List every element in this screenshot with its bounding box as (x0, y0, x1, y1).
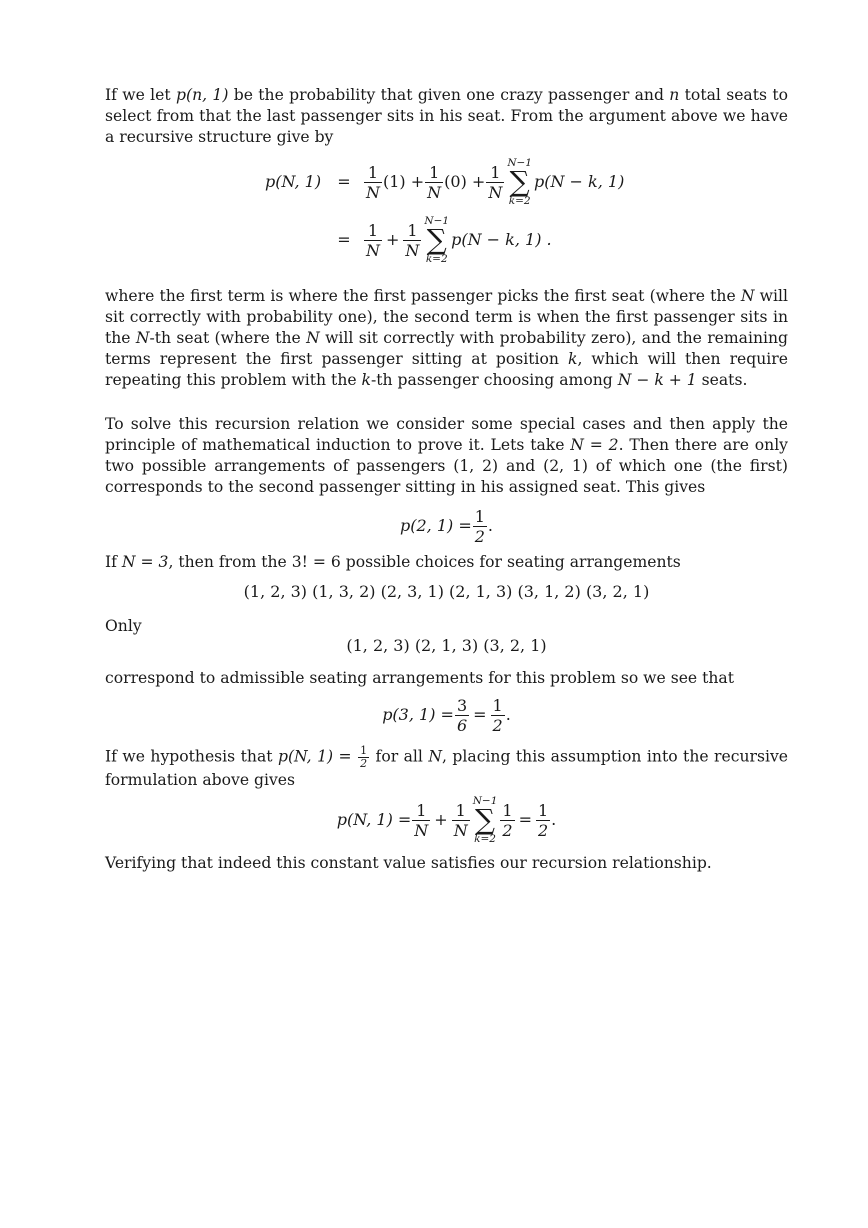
equation-recursion: p(N, 1) = $\frac{1}{N}$ (1) + $\frac{1}{N}$ (0) + $\frac{1}{N}$ N−1 ∑ k=2 p(N − k, 1) = $\frac{1}{N}$ + $\frac{1}{N}$ N−1 ∑ k=2 p(N − k, 1) . (265, 157, 625, 265)
paragraph-only: Only (105, 617, 142, 635)
paragraph-explanation: where the first term is where the first passenger picks the first seat (where the N will sit correctly with probability one), the second term is when the first passenger sits in the N-th seat (where the N will sit correctly with probability zero), and the remaining terms represent the first passenger sitting at position k, which will then require repeating this problem with the k-th passenger choosing among N − k + 1 seats. (105, 287, 788, 389)
paragraph-special-cases: To solve this recursion relation we consider some special cases and then apply the principle of mathematical induction to prove it. Lets take N = 2. Then there are only two possible arrangements of passengers (1, 2) and (2, 1) of which one (the first) corresponds to the second passenger sitting in his assigned seat. This gives (105, 415, 788, 496)
paragraph-correspond: correspond to admissible seating arrangements for this problem so we see that (105, 669, 734, 687)
equation-admissible-arrangements: (1, 2, 3) (2, 1, 3) (3, 2, 1) (346, 636, 547, 655)
equation-verification: p(N, 1) = $\frac{1}{N}$ + $\frac{1}{N}$ N−1 ∑ k=2 $\frac{1}{2}$ = $\frac{1}{2}$ . (336, 795, 557, 845)
paragraph-definition: If we let p(n, 1) be the probability that given one crazy passenger and n total seats to select from that the last passenger sits in his seat. From the argument above we have a recursive structure give by (105, 86, 788, 146)
paragraph-hypothesis: If we hypothesis that p(N, 1) = $\frac{1}{2}$ for all N, placing this assumption into the recursive formulation above gives (105, 744, 788, 789)
document-page (105, 85, 788, 874)
paragraph-conclusion: Verifying that indeed this constant value satisfies our recursion relationship. (105, 854, 712, 872)
equation-p3: p(3, 1) = $\frac{3}{6}$ = $\frac{1}{2}$ . (382, 695, 511, 735)
equation-p2: p(2, 1) = $\frac{1}{2}$ . (399, 506, 494, 546)
paragraph-n3: If N = 3, then from the 3! = 6 possible choices for seating arrangements (105, 553, 681, 571)
equation-all-arrangements: (1, 2, 3) (1, 3, 2) (2, 3, 1) (2, 1, 3) (3, 1, 2) (3, 2, 1) (243, 582, 650, 601)
